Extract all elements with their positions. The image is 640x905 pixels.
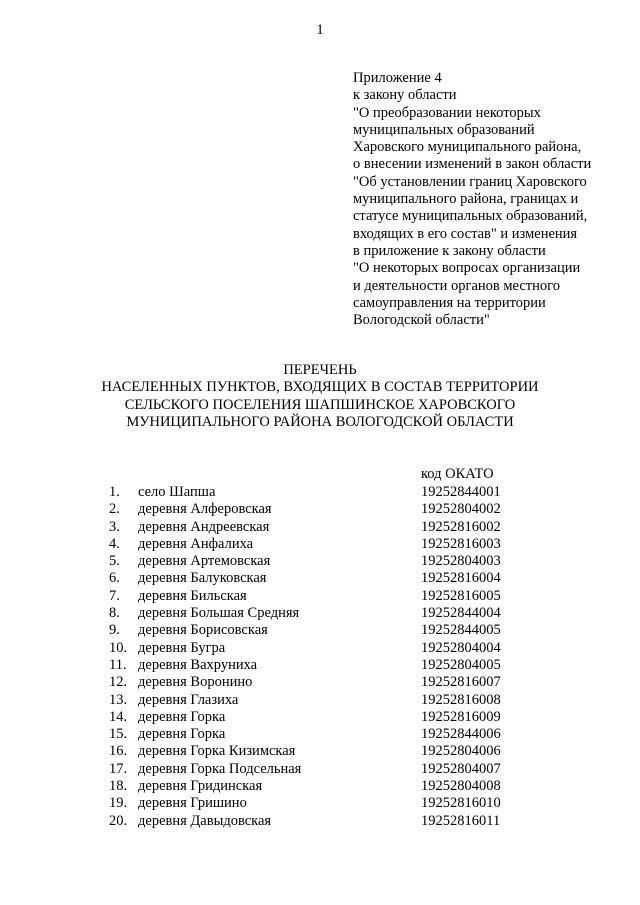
list-item <box>0 605 640 622</box>
settlement-name: деревня Горка <box>138 726 226 743</box>
settlement-name: деревня Анфалиха <box>138 535 254 552</box>
okato-code: 19252816004 <box>421 570 501 587</box>
list-item <box>0 519 640 536</box>
row-number: 20. <box>109 812 128 829</box>
row-number: 8. <box>109 605 120 622</box>
list-item <box>0 726 640 743</box>
settlement-name: деревня Вахруниха <box>138 656 258 673</box>
page-number: 1 <box>316 22 324 38</box>
title-line: СЕЛЬСКОГО ПОСЕЛЕНИЯ ШАПШИНСКОЕ ХАРОВСКОГО <box>124 396 516 413</box>
row-number: 10. <box>109 639 128 656</box>
okato-code: 19252816007 <box>421 674 501 691</box>
row-number: 9. <box>109 622 120 639</box>
okato-code: 19252804006 <box>421 743 501 760</box>
row-number: 19. <box>109 795 128 812</box>
list-item <box>0 501 640 518</box>
row-number: 18. <box>109 778 128 795</box>
title-line: МУНИЦИПАЛЬНОГО РАЙОНА ВОЛОГОДСКОЙ ОБЛАСТИ <box>126 413 514 430</box>
title-line: ПЕРЕЧЕНЬ <box>283 362 357 378</box>
appendix-line: "О преобразовании некоторых <box>353 104 541 121</box>
list-item <box>0 743 640 760</box>
list-item <box>0 570 640 587</box>
appendix-line: Приложение 4 <box>353 70 442 86</box>
settlement-name: деревня Воронино <box>138 674 253 691</box>
okato-code: 19252844006 <box>421 726 501 743</box>
list-item <box>0 536 640 553</box>
settlement-name: село Шапша <box>138 484 216 500</box>
list-item <box>0 761 640 778</box>
appendix-line: Вологодской области" <box>353 312 490 329</box>
list-item <box>0 640 640 657</box>
settlement-name: деревня Горка <box>138 708 226 725</box>
appendix-line: статусе муниципальных образований, <box>353 208 588 225</box>
appendix-line: муниципального района, границах и <box>353 191 579 208</box>
appendix-line: о внесении изменений в закон области <box>353 156 592 173</box>
appendix-line: "О некоторых вопросах организации <box>353 260 581 277</box>
okato-code: 19252844004 <box>421 605 501 622</box>
list-item <box>0 484 640 501</box>
list-item <box>0 657 640 674</box>
okato-code: 19252816008 <box>421 691 501 708</box>
list-item <box>0 778 640 795</box>
row-number: 3. <box>109 518 120 535</box>
row-number: 16. <box>109 743 128 760</box>
appendix-line: в приложение к закону области <box>353 242 546 259</box>
settlement-name: деревня Горка Подсельная <box>138 760 302 777</box>
okato-code: 19252844005 <box>421 622 501 639</box>
list-item <box>0 795 640 812</box>
list-item <box>0 553 640 570</box>
okato-code: 19252804002 <box>421 501 501 518</box>
okato-code: 19252816009 <box>421 708 501 725</box>
settlement-name: деревня Давыдовская <box>138 812 272 829</box>
appendix-header <box>353 70 638 329</box>
row-number: 2. <box>109 501 120 518</box>
appendix-line: входящих в его состав" и изменения <box>353 225 578 242</box>
list-item <box>0 692 640 709</box>
appendix-line: муниципальных образований <box>353 121 535 138</box>
settlement-list <box>0 484 640 830</box>
list-item <box>0 622 640 639</box>
settlement-name: деревня Андреевская <box>138 518 270 535</box>
title-line: НАСЕЛЕННЫХ ПУНКТОВ, ВХОДЯЩИХ В СОСТАВ ТЕРРИТОРИИ <box>101 379 539 396</box>
settlement-name: деревня Артемовская <box>138 553 271 570</box>
okato-code: 19252816002 <box>421 518 501 535</box>
appendix-line: к закону области <box>353 87 457 104</box>
okato-code: 19252804008 <box>421 778 501 795</box>
appendix-line: и деятельности органов местного <box>353 277 560 294</box>
okato-code-header: код ОКАТО <box>421 466 494 482</box>
settlement-name: деревня Балуковская <box>138 570 267 587</box>
okato-code: 19252804004 <box>421 639 501 656</box>
row-number: 13. <box>109 691 128 708</box>
okato-code: 19252804003 <box>421 553 501 570</box>
appendix-line: Харовского муниципального района, <box>353 139 582 156</box>
settlement-name: деревня Борисовская <box>138 622 268 639</box>
settlement-name: деревня Бугра <box>138 639 226 656</box>
row-number: 5. <box>109 553 120 570</box>
okato-code: 19252844001 <box>421 484 501 500</box>
row-number: 1. <box>109 484 120 500</box>
list-item <box>0 813 640 830</box>
row-number: 12. <box>109 674 128 691</box>
row-number: 6. <box>109 570 120 587</box>
row-number: 11. <box>109 656 127 673</box>
okato-code: 19252816003 <box>421 535 501 552</box>
list-item <box>0 709 640 726</box>
settlement-name: деревня Большая Средняя <box>138 605 300 622</box>
okato-code: 19252804007 <box>421 760 501 777</box>
document-title <box>0 362 640 431</box>
settlement-name: деревня Горка Кизимская <box>138 743 296 760</box>
list-item <box>0 588 640 605</box>
okato-code: 19252816011 <box>421 812 501 829</box>
settlement-name: деревня Алферовская <box>138 501 272 518</box>
okato-code: 19252816010 <box>421 795 501 812</box>
row-number: 7. <box>109 587 120 604</box>
appendix-line: "Об установлении границ Харовского <box>353 173 587 190</box>
list-item <box>0 674 640 691</box>
settlement-name: деревня Гридинская <box>138 778 263 795</box>
okato-code: 19252816005 <box>421 587 501 604</box>
row-number: 4. <box>109 535 120 552</box>
row-number: 15. <box>109 726 128 743</box>
settlement-name: деревня Гришино <box>138 795 247 812</box>
settlement-name: деревня Глазиха <box>138 691 239 708</box>
row-number: 14. <box>109 708 128 725</box>
row-number: 17. <box>109 760 128 777</box>
appendix-line: самоуправления на территории <box>353 294 546 311</box>
okato-code: 19252804005 <box>421 656 501 673</box>
settlement-name: деревня Бильская <box>138 587 247 604</box>
